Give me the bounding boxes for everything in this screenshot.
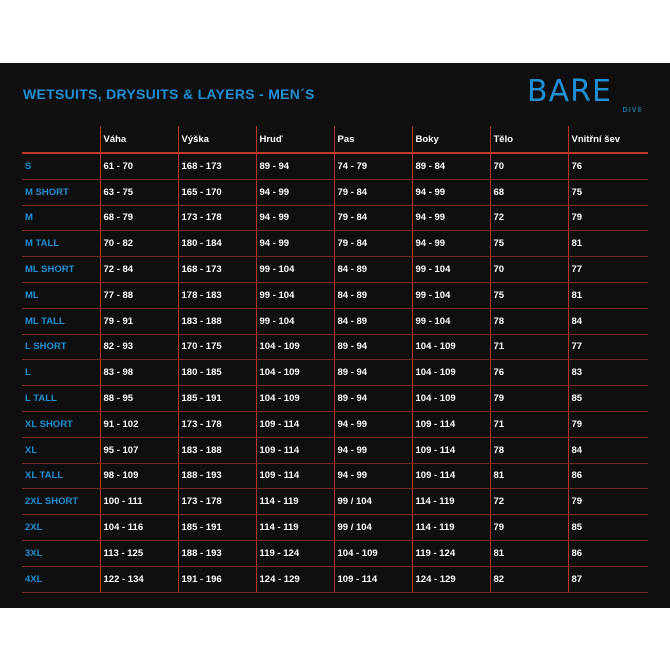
table-row xyxy=(22,566,648,592)
size-name: XL SHORT xyxy=(22,411,100,437)
inseam-cell: 87 xyxy=(568,566,648,592)
waist-cell: 99 / 104 xyxy=(334,489,412,515)
inseam-cell: 86 xyxy=(568,463,648,489)
size-name: 4XL xyxy=(22,566,100,592)
weight-cell: 113 - 125 xyxy=(100,540,178,566)
hips-cell: 114 - 119 xyxy=(412,515,490,541)
chest-cell: 124 - 129 xyxy=(256,566,334,592)
torso-cell: 81 xyxy=(490,540,568,566)
waist-cell: 104 - 109 xyxy=(334,540,412,566)
inseam-cell: 76 xyxy=(568,153,648,179)
size-name: XL TALL xyxy=(22,463,100,489)
hips-cell: 109 - 114 xyxy=(412,437,490,463)
waist-cell: 94 - 99 xyxy=(334,411,412,437)
size-name: S xyxy=(22,153,100,179)
table-row xyxy=(22,231,648,257)
height-cell: 188 - 193 xyxy=(178,463,256,489)
table-row xyxy=(22,540,648,566)
size-header xyxy=(22,126,100,153)
weight-cell: 83 - 98 xyxy=(100,360,178,386)
table-row xyxy=(22,334,648,360)
inseam-cell: 84 xyxy=(568,437,648,463)
chest-cell: 99 - 104 xyxy=(256,257,334,283)
inseam-cell: 75 xyxy=(568,179,648,205)
waist-cell: 99 / 104 xyxy=(334,515,412,541)
height-cell: 180 - 184 xyxy=(178,231,256,257)
weight-cell: 72 - 84 xyxy=(100,257,178,283)
waist-cell: 89 - 94 xyxy=(334,334,412,360)
torso-header: Tělo xyxy=(490,126,568,153)
weight-cell: 104 - 116 xyxy=(100,515,178,541)
inseam-cell: 85 xyxy=(568,386,648,412)
hips-cell: 104 - 109 xyxy=(412,386,490,412)
size-name: XL xyxy=(22,437,100,463)
size-name: ML SHORT xyxy=(22,257,100,283)
inseam-cell: 81 xyxy=(568,231,648,257)
logo-sub-text: DIVE xyxy=(622,106,643,114)
torso-cell: 82 xyxy=(490,566,568,592)
table-row xyxy=(22,489,648,515)
chart-title: WETSUITS, DRYSUITS & LAYERS - MEN´S xyxy=(23,86,315,102)
chest-cell: 99 - 104 xyxy=(256,308,334,334)
weight-cell: 70 - 82 xyxy=(100,231,178,257)
table-row xyxy=(22,411,648,437)
torso-cell: 78 xyxy=(490,308,568,334)
table-body xyxy=(22,153,648,592)
chest-cell: 109 - 114 xyxy=(256,437,334,463)
waist-cell: 84 - 89 xyxy=(334,257,412,283)
height-cell: 183 - 188 xyxy=(178,308,256,334)
chest-cell: 104 - 109 xyxy=(256,334,334,360)
table-row xyxy=(22,386,648,412)
hips-cell: 104 - 109 xyxy=(412,334,490,360)
inseam-cell: 86 xyxy=(568,540,648,566)
height-cell: 178 - 183 xyxy=(178,282,256,308)
waist-cell: 79 - 84 xyxy=(334,205,412,231)
height-cell: 168 - 173 xyxy=(178,257,256,283)
height-cell: 173 - 178 xyxy=(178,205,256,231)
weight-cell: 95 - 107 xyxy=(100,437,178,463)
waist-cell: 79 - 84 xyxy=(334,231,412,257)
torso-cell: 72 xyxy=(490,205,568,231)
chest-cell: 119 - 124 xyxy=(256,540,334,566)
inseam-cell: 77 xyxy=(568,257,648,283)
size-name: L TALL xyxy=(22,386,100,412)
waist-cell: 94 - 99 xyxy=(334,463,412,489)
table-row xyxy=(22,205,648,231)
chest-cell: 109 - 114 xyxy=(256,411,334,437)
chest-cell: 94 - 99 xyxy=(256,205,334,231)
waist-cell: 109 - 114 xyxy=(334,566,412,592)
waist-cell: 89 - 94 xyxy=(334,386,412,412)
hips-cell: 109 - 114 xyxy=(412,463,490,489)
height-cell: 191 - 196 xyxy=(178,566,256,592)
weight-cell: 88 - 95 xyxy=(100,386,178,412)
waist-cell: 94 - 99 xyxy=(334,437,412,463)
torso-cell: 75 xyxy=(490,231,568,257)
torso-cell: 78 xyxy=(490,437,568,463)
weight-cell: 79 - 91 xyxy=(100,308,178,334)
height-cell: 188 - 193 xyxy=(178,540,256,566)
hips-cell: 94 - 99 xyxy=(412,179,490,205)
weight-cell: 100 - 111 xyxy=(100,489,178,515)
hips-cell: 109 - 114 xyxy=(412,411,490,437)
size-name: M SHORT xyxy=(22,179,100,205)
table-row xyxy=(22,282,648,308)
table-row xyxy=(22,360,648,386)
waist-header: Pas xyxy=(334,126,412,153)
table-row xyxy=(22,437,648,463)
table-row xyxy=(22,179,648,205)
size-name: M xyxy=(22,205,100,231)
bare-logo xyxy=(527,74,647,114)
height-cell: 173 - 178 xyxy=(178,411,256,437)
height-cell: 168 - 173 xyxy=(178,153,256,179)
height-cell: 180 - 185 xyxy=(178,360,256,386)
torso-cell: 76 xyxy=(490,360,568,386)
table-row xyxy=(22,308,648,334)
hips-header: Boky xyxy=(412,126,490,153)
size-name: M TALL xyxy=(22,231,100,257)
torso-cell: 79 xyxy=(490,515,568,541)
size-name: ML TALL xyxy=(22,308,100,334)
size-name: L SHORT xyxy=(22,334,100,360)
height-cell: 185 - 191 xyxy=(178,386,256,412)
waist-cell: 79 - 84 xyxy=(334,179,412,205)
size-name: 2XL SHORT xyxy=(22,489,100,515)
inseam-cell: 81 xyxy=(568,282,648,308)
waist-cell: 89 - 94 xyxy=(334,360,412,386)
torso-cell: 71 xyxy=(490,334,568,360)
height-cell: 173 - 178 xyxy=(178,489,256,515)
inseam-cell: 77 xyxy=(568,334,648,360)
torso-cell: 72 xyxy=(490,489,568,515)
chest-header: Hruď xyxy=(256,126,334,153)
weight-header: Váha xyxy=(100,126,178,153)
torso-cell: 68 xyxy=(490,179,568,205)
size-name: 3XL xyxy=(22,540,100,566)
height-cell: 183 - 188 xyxy=(178,437,256,463)
chest-cell: 104 - 109 xyxy=(256,360,334,386)
inseam-cell: 79 xyxy=(568,205,648,231)
height-cell: 185 - 191 xyxy=(178,515,256,541)
hips-cell: 94 - 99 xyxy=(412,231,490,257)
weight-cell: 122 - 134 xyxy=(100,566,178,592)
table-row xyxy=(22,153,648,179)
weight-cell: 98 - 109 xyxy=(100,463,178,489)
size-name: L xyxy=(22,360,100,386)
height-cell: 165 - 170 xyxy=(178,179,256,205)
weight-cell: 68 - 79 xyxy=(100,205,178,231)
chest-cell: 94 - 99 xyxy=(256,179,334,205)
inseam-cell: 85 xyxy=(568,515,648,541)
weight-cell: 61 - 70 xyxy=(100,153,178,179)
hips-cell: 89 - 84 xyxy=(412,153,490,179)
torso-cell: 81 xyxy=(490,463,568,489)
torso-cell: 71 xyxy=(490,411,568,437)
torso-cell: 79 xyxy=(490,386,568,412)
hips-cell: 99 - 104 xyxy=(412,308,490,334)
table-row xyxy=(22,257,648,283)
table-row xyxy=(22,515,648,541)
hips-cell: 99 - 104 xyxy=(412,257,490,283)
size-chart-panel xyxy=(0,63,670,608)
size-name: ML xyxy=(22,282,100,308)
waist-cell: 74 - 79 xyxy=(334,153,412,179)
weight-cell: 77 - 88 xyxy=(100,282,178,308)
inseam-cell: 83 xyxy=(568,360,648,386)
hips-cell: 104 - 109 xyxy=(412,360,490,386)
chest-cell: 94 - 99 xyxy=(256,231,334,257)
chest-cell: 114 - 119 xyxy=(256,489,334,515)
height-cell: 170 - 175 xyxy=(178,334,256,360)
hips-cell: 124 - 129 xyxy=(412,566,490,592)
waist-cell: 84 - 89 xyxy=(334,282,412,308)
waist-cell: 84 - 89 xyxy=(334,308,412,334)
weight-cell: 91 - 102 xyxy=(100,411,178,437)
inseam-cell: 79 xyxy=(568,489,648,515)
inseam-cell: 79 xyxy=(568,411,648,437)
chest-cell: 104 - 109 xyxy=(256,386,334,412)
inseam-cell: 84 xyxy=(568,308,648,334)
hips-cell: 114 - 119 xyxy=(412,489,490,515)
table-row xyxy=(22,463,648,489)
size-name: 2XL xyxy=(22,515,100,541)
torso-cell: 70 xyxy=(490,257,568,283)
height-header: Výška xyxy=(178,126,256,153)
hips-cell: 99 - 104 xyxy=(412,282,490,308)
hips-cell: 119 - 124 xyxy=(412,540,490,566)
weight-cell: 63 - 75 xyxy=(100,179,178,205)
logo-main-text: BARE xyxy=(527,74,612,109)
chest-cell: 114 - 119 xyxy=(256,515,334,541)
size-table xyxy=(22,126,648,593)
weight-cell: 82 - 93 xyxy=(100,334,178,360)
torso-cell: 75 xyxy=(490,282,568,308)
header-row xyxy=(22,126,648,153)
torso-cell: 70 xyxy=(490,153,568,179)
chest-cell: 109 - 114 xyxy=(256,463,334,489)
inseam-header: Vnitřní šev xyxy=(568,126,648,153)
chest-cell: 89 - 94 xyxy=(256,153,334,179)
hips-cell: 94 - 99 xyxy=(412,205,490,231)
chest-cell: 99 - 104 xyxy=(256,282,334,308)
